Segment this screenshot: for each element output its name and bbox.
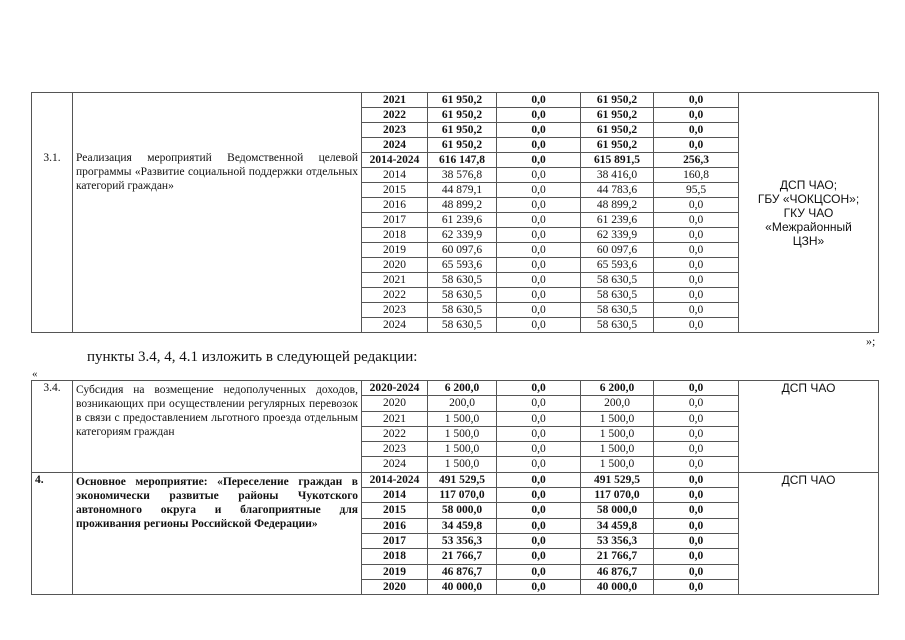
regional-budget-cell: 60 097,6	[581, 243, 654, 258]
total-cell: 61 950,2	[428, 123, 497, 138]
year-cell: 2023	[362, 442, 428, 457]
year-cell: 2022	[362, 288, 428, 303]
federal-budget-cell: 0,0	[497, 258, 581, 273]
regional-budget-cell: 58 630,5	[581, 288, 654, 303]
other-sources-cell: 0,0	[654, 411, 739, 426]
other-sources-cell: 0,0	[654, 228, 739, 243]
regional-budget-cell: 62 339,9	[581, 228, 654, 243]
total-cell: 21 766,7	[428, 549, 497, 564]
year-cell: 2014-2024	[362, 472, 428, 487]
item-description-text: Реализация мероприятий Ведомственной целевой программы «Развитие социальной поддержки отдельных категорий граждан»	[76, 152, 358, 192]
federal-budget-cell: 0,0	[497, 472, 581, 487]
total-cell: 61 950,2	[428, 108, 497, 123]
regional-budget-cell: 1 500,0	[581, 457, 654, 472]
regional-budget-cell: 117 070,0	[581, 488, 654, 503]
regional-budget-cell: 61 950,2	[581, 138, 654, 153]
year-cell: 2021	[362, 273, 428, 288]
regional-budget-cell: 1 500,0	[581, 411, 654, 426]
regional-budget-cell: 200,0	[581, 396, 654, 411]
federal-budget-cell: 0,0	[497, 168, 581, 183]
federal-budget-cell: 0,0	[497, 579, 581, 594]
other-sources-cell: 0,0	[654, 488, 739, 503]
federal-budget-cell: 0,0	[497, 228, 581, 243]
total-cell: 1 500,0	[428, 411, 497, 426]
other-sources-cell: 0,0	[654, 457, 739, 472]
regional-budget-cell: 58 630,5	[581, 318, 654, 333]
other-sources-cell: 0,0	[654, 579, 739, 594]
year-cell: 2016	[362, 198, 428, 213]
total-cell: 61 950,2	[428, 93, 497, 108]
year-cell: 2018	[362, 549, 428, 564]
regional-budget-cell: 46 876,7	[581, 564, 654, 579]
federal-budget-cell: 0,0	[497, 303, 581, 318]
federal-budget-cell: 0,0	[497, 564, 581, 579]
other-sources-cell: 0,0	[654, 518, 739, 533]
total-cell: 38 576,8	[428, 168, 497, 183]
federal-budget-cell: 0,0	[497, 198, 581, 213]
total-cell: 1 500,0	[428, 426, 497, 441]
other-sources-cell: 0,0	[654, 258, 739, 273]
total-cell: 62 339,9	[428, 228, 497, 243]
other-sources-cell: 0,0	[654, 472, 739, 487]
other-sources-cell: 0,0	[654, 318, 739, 333]
total-cell: 61 950,2	[428, 138, 497, 153]
year-cell: 2014	[362, 168, 428, 183]
total-cell: 40 000,0	[428, 579, 497, 594]
regional-budget-cell: 65 593,6	[581, 258, 654, 273]
funding-table-3-1	[31, 92, 879, 333]
other-sources-cell: 0,0	[654, 533, 739, 548]
year-cell: 2015	[362, 183, 428, 198]
year-cell: 2021	[362, 93, 428, 108]
other-sources-cell: 0,0	[654, 426, 739, 441]
year-cell: 2024	[362, 318, 428, 333]
federal-budget-cell: 0,0	[497, 318, 581, 333]
other-sources-cell: 0,0	[654, 198, 739, 213]
item-description	[73, 93, 362, 333]
total-cell: 61 239,6	[428, 213, 497, 228]
other-sources-cell: 0,0	[654, 288, 739, 303]
total-cell: 60 097,6	[428, 243, 497, 258]
other-sources-cell: 0,0	[654, 303, 739, 318]
other-sources-cell: 0,0	[654, 564, 739, 579]
federal-budget-cell: 0,0	[497, 457, 581, 472]
federal-budget-cell: 0,0	[497, 396, 581, 411]
year-cell: 2022	[362, 426, 428, 441]
federal-budget-cell: 0,0	[497, 123, 581, 138]
year-cell: 2014-2024	[362, 153, 428, 168]
opening-quote: «	[32, 368, 38, 380]
regional-budget-cell: 491 529,5	[581, 472, 654, 487]
year-cell: 2017	[362, 533, 428, 548]
amendment-intro-text: пункты 3.4, 4, 4.1 изложить в следующей редакции:	[87, 349, 418, 365]
year-cell: 2024	[362, 138, 428, 153]
regional-budget-cell: 34 459,8	[581, 518, 654, 533]
year-cell: 2024	[362, 457, 428, 472]
year-cell: 2020	[362, 258, 428, 273]
other-sources-cell: 0,0	[654, 108, 739, 123]
other-sources-cell: 160,8	[654, 168, 739, 183]
other-sources-cell: 95,5	[654, 183, 739, 198]
table-row	[32, 472, 879, 487]
executor-line: ГКУ ЧАО	[783, 205, 834, 220]
total-cell: 58 000,0	[428, 503, 497, 518]
total-cell: 200,0	[428, 396, 497, 411]
funding-table-3-4-and-4	[31, 380, 879, 595]
year-cell: 2023	[362, 303, 428, 318]
federal-budget-cell: 0,0	[497, 213, 581, 228]
regional-budget-cell: 38 416,0	[581, 168, 654, 183]
regional-budget-cell: 1 500,0	[581, 426, 654, 441]
total-cell: 58 630,5	[428, 318, 497, 333]
year-cell: 2017	[362, 213, 428, 228]
year-cell: 2020	[362, 579, 428, 594]
regional-budget-cell: 61 950,2	[581, 108, 654, 123]
table-row	[32, 93, 879, 108]
regional-budget-cell: 44 783,6	[581, 183, 654, 198]
total-cell: 34 459,8	[428, 518, 497, 533]
federal-budget-cell: 0,0	[497, 153, 581, 168]
year-cell: 2014	[362, 488, 428, 503]
federal-budget-cell: 0,0	[497, 488, 581, 503]
closing-quote: »;	[866, 334, 876, 348]
item-number: 3.4.	[32, 381, 73, 473]
year-cell: 2016	[362, 518, 428, 533]
total-cell: 48 899,2	[428, 198, 497, 213]
regional-budget-cell: 1 500,0	[581, 442, 654, 457]
regional-budget-cell: 615 891,5	[581, 153, 654, 168]
regional-budget-cell: 6 200,0	[581, 381, 654, 396]
federal-budget-cell: 0,0	[497, 442, 581, 457]
total-cell: 58 630,5	[428, 288, 497, 303]
year-cell: 2021	[362, 411, 428, 426]
total-cell: 491 529,5	[428, 472, 497, 487]
table-row	[32, 381, 879, 396]
executor-cell	[739, 93, 879, 333]
federal-budget-cell: 0,0	[497, 138, 581, 153]
federal-budget-cell: 0,0	[497, 93, 581, 108]
regional-budget-cell: 58 630,5	[581, 273, 654, 288]
total-cell: 117 070,0	[428, 488, 497, 503]
other-sources-cell: 0,0	[654, 442, 739, 457]
regional-budget-cell: 40 000,0	[581, 579, 654, 594]
year-cell: 2019	[362, 243, 428, 258]
executor-line: ДСП ЧАО;	[779, 177, 838, 192]
total-cell: 46 876,7	[428, 564, 497, 579]
total-cell: 44 879,1	[428, 183, 497, 198]
other-sources-cell: 0,0	[654, 138, 739, 153]
total-cell: 65 593,6	[428, 258, 497, 273]
federal-budget-cell: 0,0	[497, 549, 581, 564]
year-cell: 2022	[362, 108, 428, 123]
total-cell: 53 356,3	[428, 533, 497, 548]
executor-cell: ДСП ЧАО	[739, 381, 879, 473]
total-cell: 58 630,5	[428, 273, 497, 288]
total-cell: 1 500,0	[428, 457, 497, 472]
other-sources-cell: 0,0	[654, 549, 739, 564]
regional-budget-cell: 21 766,7	[581, 549, 654, 564]
federal-budget-cell: 0,0	[497, 183, 581, 198]
other-sources-cell: 0,0	[654, 243, 739, 258]
regional-budget-cell: 61 950,2	[581, 93, 654, 108]
other-sources-cell: 0,0	[654, 213, 739, 228]
regional-budget-cell: 58 000,0	[581, 503, 654, 518]
federal-budget-cell: 0,0	[497, 518, 581, 533]
regional-budget-cell: 61 239,6	[581, 213, 654, 228]
other-sources-cell: 0,0	[654, 381, 739, 396]
total-cell: 1 500,0	[428, 442, 497, 457]
federal-budget-cell: 0,0	[497, 381, 581, 396]
federal-budget-cell: 0,0	[497, 243, 581, 258]
regional-budget-cell: 53 356,3	[581, 533, 654, 548]
regional-budget-cell: 48 899,2	[581, 198, 654, 213]
other-sources-cell: 0,0	[654, 503, 739, 518]
item-description: Основное мероприятие: «Переселение граждан в экономически развитые районы Чукотского автономного округа и благоприятные для проживания регионы Российской Федерации»	[73, 472, 362, 594]
federal-budget-cell: 0,0	[497, 533, 581, 548]
item-number-text: 3.1.	[43, 152, 61, 164]
regional-budget-cell: 58 630,5	[581, 303, 654, 318]
federal-budget-cell: 0,0	[497, 503, 581, 518]
year-cell: 2023	[362, 123, 428, 138]
other-sources-cell: 0,0	[654, 123, 739, 138]
item-description: Субсидия на возмещение недополученных доходов, возникающих при осуществлении регулярных перевозок в связи с предоставлением льготного проезда отдельным категориям граждан	[73, 381, 362, 473]
other-sources-cell: 0,0	[654, 273, 739, 288]
regional-budget-cell: 61 950,2	[581, 123, 654, 138]
federal-budget-cell: 0,0	[497, 273, 581, 288]
federal-budget-cell: 0,0	[497, 108, 581, 123]
total-cell: 58 630,5	[428, 303, 497, 318]
year-cell: 2019	[362, 564, 428, 579]
total-cell: 616 147,8	[428, 153, 497, 168]
executor-line: ГБУ «ЧОКЦСОН»;	[757, 191, 860, 206]
other-sources-cell: 256,3	[654, 153, 739, 168]
total-cell: 6 200,0	[428, 381, 497, 396]
year-cell: 2018	[362, 228, 428, 243]
executor-line: ЦЗН»	[792, 233, 825, 248]
year-cell: 2020-2024	[362, 381, 428, 396]
federal-budget-cell: 0,0	[497, 288, 581, 303]
year-cell: 2015	[362, 503, 428, 518]
other-sources-cell: 0,0	[654, 396, 739, 411]
federal-budget-cell: 0,0	[497, 411, 581, 426]
federal-budget-cell: 0,0	[497, 426, 581, 441]
executor-cell: ДСП ЧАО	[739, 472, 879, 594]
item-number	[32, 93, 73, 333]
year-cell: 2020	[362, 396, 428, 411]
executor-line: «Межрайонный	[765, 219, 852, 234]
other-sources-cell: 0,0	[654, 93, 739, 108]
item-number: 4.	[32, 472, 73, 594]
